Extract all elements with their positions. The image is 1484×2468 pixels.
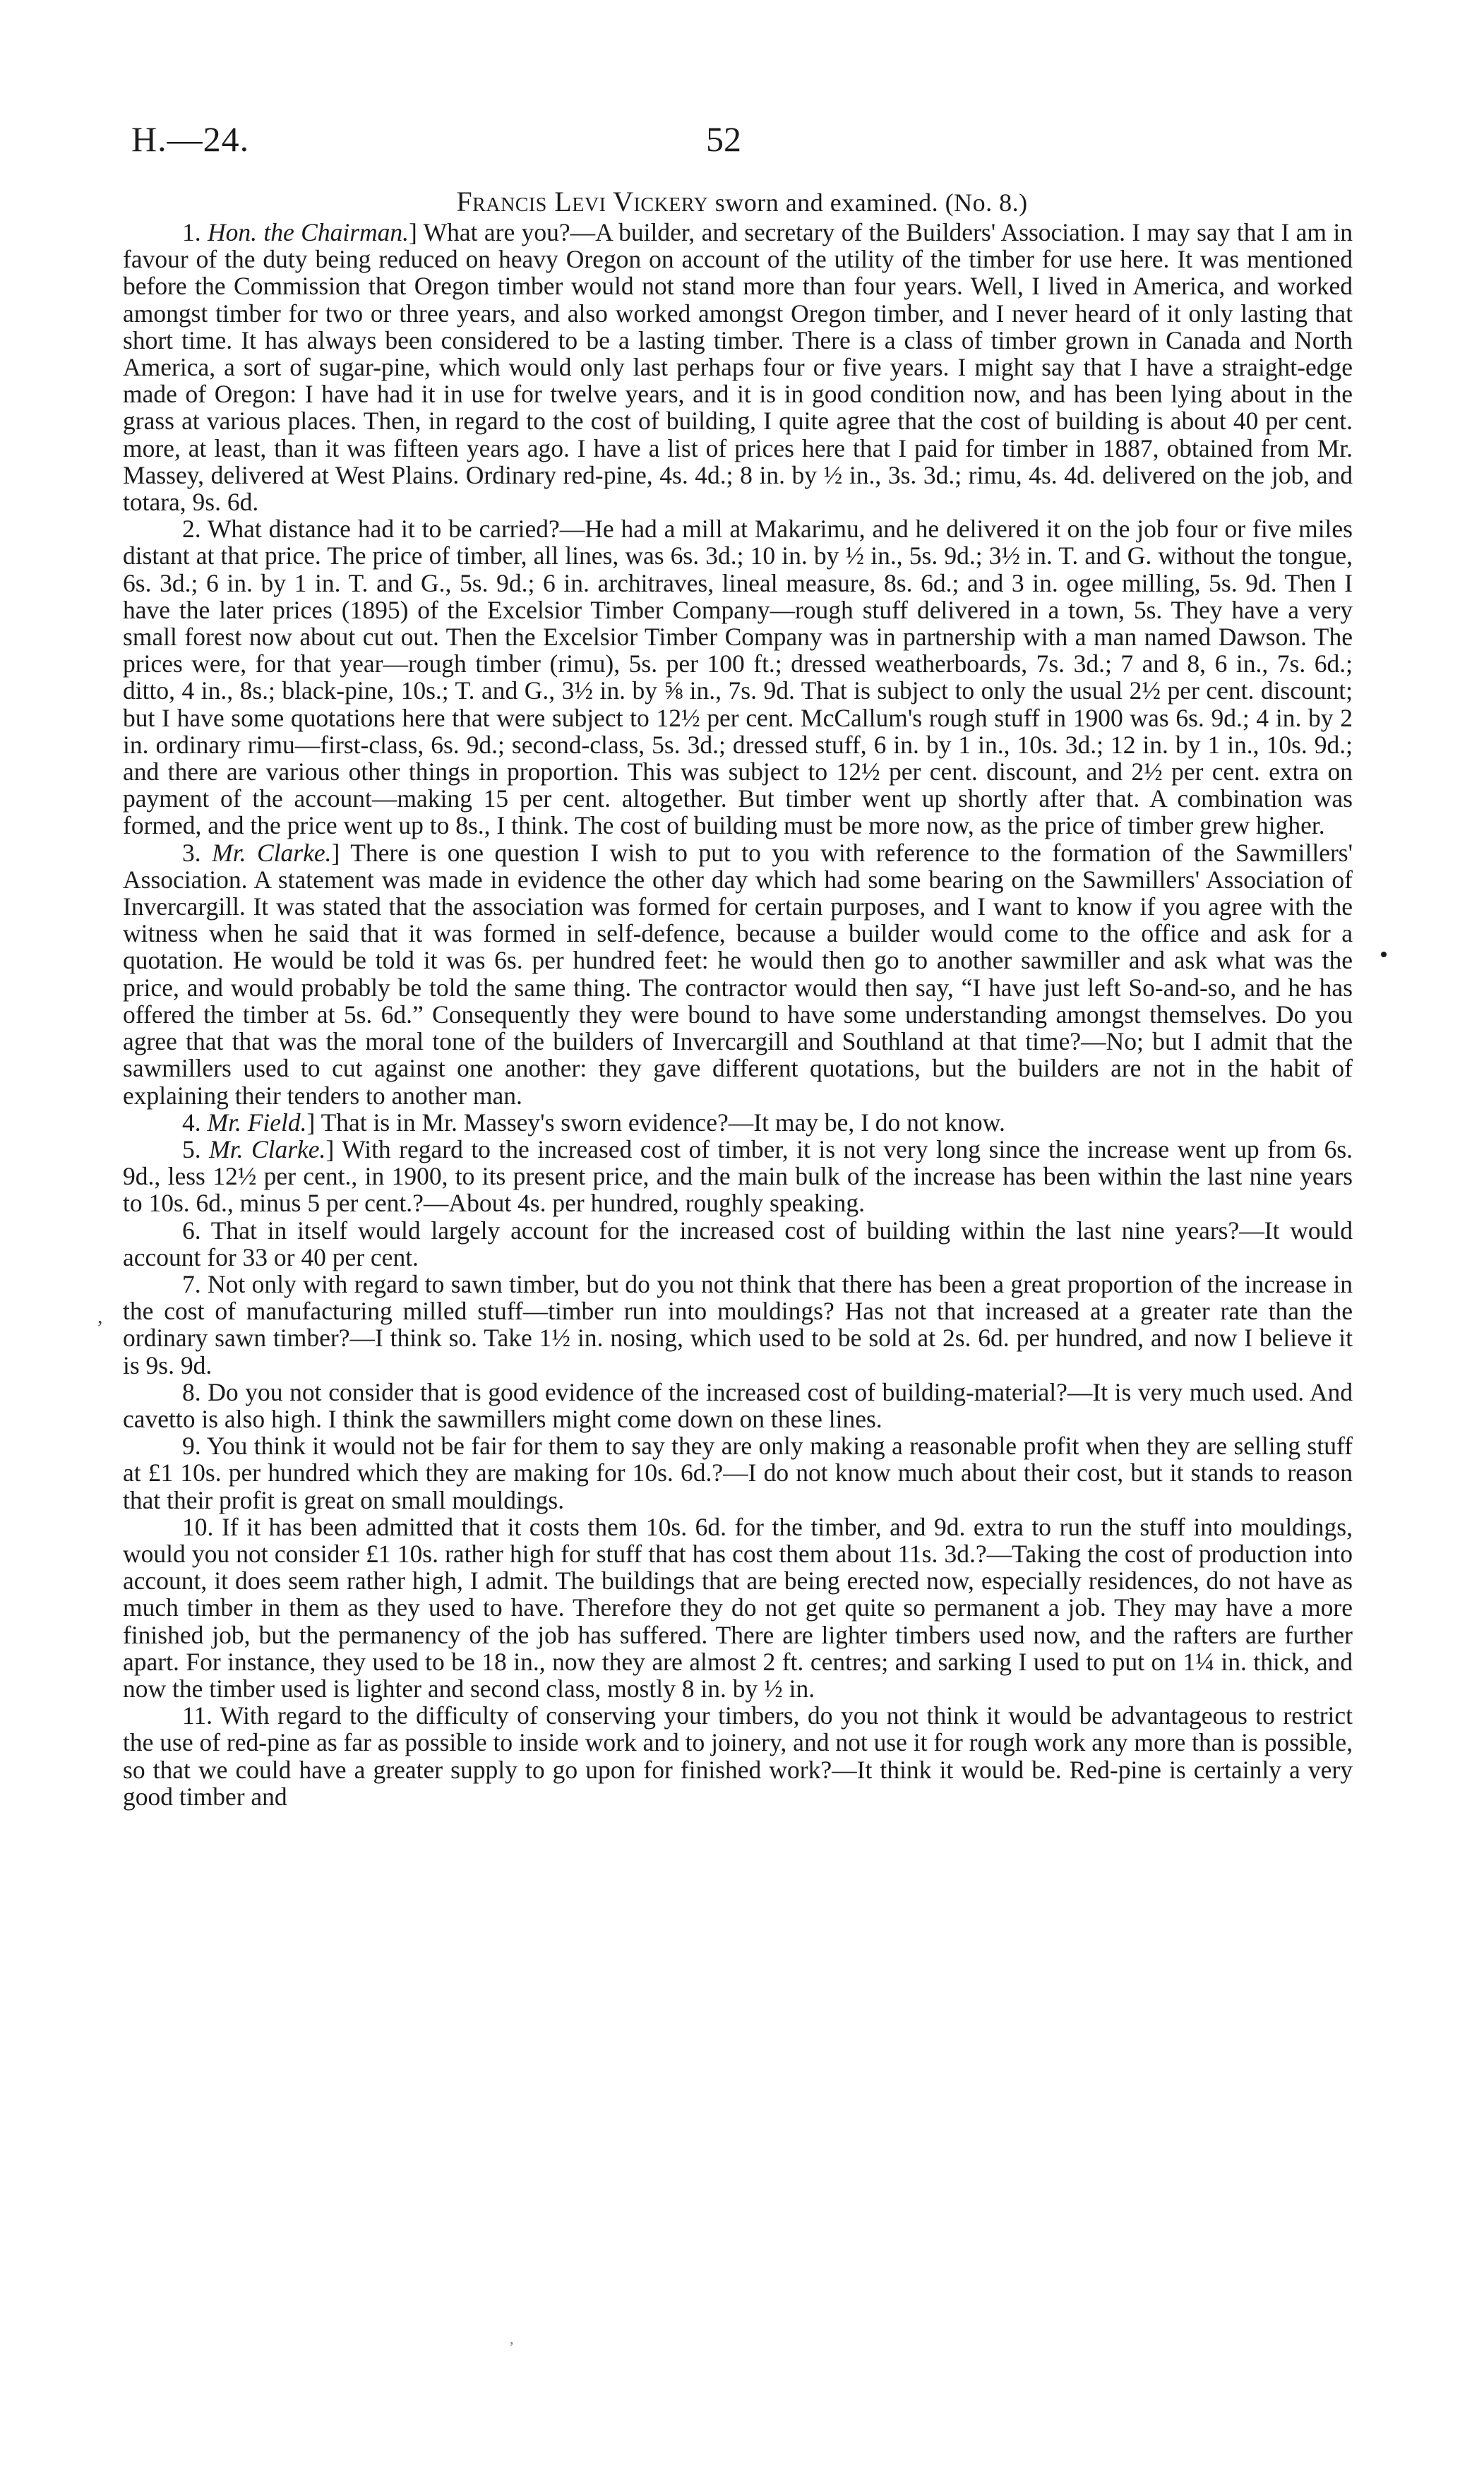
question-11 xyxy=(123,1702,1353,1810)
question-text: 8. Do you not consider that is good evidence of the increased cost of building-material?—It is very much used. And cavetto is also high. I think the sawmillers might come down on these lines. xyxy=(123,1377,1353,1433)
question-3 xyxy=(123,839,1353,1109)
question-2 xyxy=(123,515,1353,839)
question-text: 2. What distance had it to be carried?—He had a mill at Makarimu, and he delivered it on the job four or five miles distant at that price. The price of timber, all lines, was 6s. 3d.; 10 in. by ½ in., 5s. 9d.; 3½ in. T. and G. without the tongue, 6s. 3d.; 6 in. by 1 in. T. and G., 5s. 9d.; 6 in. architraves, lineal measure, 8s. 6d.; and 3 in. ogee milling, 5s. 9d. Then I have the later prices (1895) of the Excelsior Timber Company—rough stuff delivered in a town, 5s. They have a very small forest now about cut out. Then the Excelsior Timber Company was in partnership with a man named Dawson. The prices were, for that year—rough timber (rimu), 5s. per 100 ft.; dressed weatherboards, 7s. 3d.; 7 and 8, 6 in., 7s. 6d.; ditto, 4 in., 8s.; black-pine, 10s.; T. and G., 3½ in. by ⅝ in., 7s. 9d. That is subject to only the usual 2½ per cent. discount; but I have some quotations here that were subject to 12½ per cent. McCallum's rough stuff in 1900 was 6s. 9d.; 4 in. by 2 in. ordinary rimu—first-class, 6s. 9d.; second-class, 5s. 3d.; dressed stuff, 6 in. by 1 in., 10s. 3d.; 12 in. by 1 in., 10s. 9d.; and there are various other things in proportion. This was subject to 12½ per cent. discount, and 2½ per cent. extra on payment of the account—making 15 per cent. altogether. But timber went up shortly after that. A combination was formed, and the price went up to 8s., I think. The cost of building must be more now, as the price of timber grew higher. xyxy=(123,515,1353,840)
witness-heading xyxy=(0,185,1484,218)
speaker-label: 4. Mr. Field.] xyxy=(182,1108,316,1137)
scan-speck: , xyxy=(510,2330,514,2347)
question-text: There is one question I wish to put to you with reference to the formation of the Sawmillers' Association. A statement was made in evidence the other day which had some bearing on the Sawmillers' Association of Invercargill. It was stated that the association was formed for certain purposes, and I want to know if you agree with the witness when he said that it was formed in self-defence, because a builder would come to the office and ask for a quotation. He would be told it was 6s. per hundred feet: he would then go to another sawmiller and ask what was the price, and would probably be told the same thing. The contractor would then say, “I have just left So-and-so, and he has offered the timber at 5s. 6d.” Consequently they were bound to have some understanding amongst themselves. Do you agree that that was the moral tone of the builders of Invercargill and Southland at that time?—No; but I admit that the sawmillers used to cut against one another: they gave different quotations, but the builders are not in the habit of explaining their tenders to another man. xyxy=(123,838,1353,1110)
question-10 xyxy=(123,1514,1353,1702)
speaker-label: 5. Mr. Clarke.] xyxy=(182,1134,335,1163)
margin-dot xyxy=(1381,952,1387,957)
question-text: 10. If it has been admitted that it costs them 10s. 6d. for the timber, and 9d. extra to run the stuff into mouldings, would you not consider £1 10s. rather high for stuff that has cost them about 11s. 3d.?—Taking the cost of production into account, it does seem rather high, I admit. The buildings that are being erected now, especially residences, do not have as much timber in them as they used to have. Therefore they do not get quite so permanent a job. They may have a more finished job, but the permanency of the job has suffered. There are lighter timbers used now, and the rafters are further apart. For instance, they used to be 18 in., now they are almost 2 ft. centres; and sarking I used to put on 1¼ in. thick, and now the timber used is lighter and second class, mostly 8 in. by ½ in. xyxy=(123,1512,1353,1703)
question-text: 7. Not only with regard to sawn timber, but do you not think that there has been a great proportion of the increase in the cost of manufacturing milled stuff—timber run into mouldings? Has not that increased at a greater rate than the ordinary sawn timber?—I think so. Take 1½ in. nosing, which used to be sold at 2s. 6d. per hundred, and now I believe it is 9s. 9d. xyxy=(123,1269,1353,1379)
speaker-label: 3. Mr. Clarke.] xyxy=(182,838,340,867)
margin-mark: , xyxy=(97,1305,103,1328)
question-6 xyxy=(123,1217,1353,1271)
witness-heading-rest: sworn and examined. (No. 8.) xyxy=(714,188,1028,217)
question-text: With regard to the increased cost of timber, it is not very long since the increase went up from 6s. 9d., less 12½ per cent., in 1900, to its present price, and the main bulk of the increase has been within the last nine years to 10s. 6d., minus 5 per cent.?—About 4s. per hundred, roughly speaking. xyxy=(123,1134,1353,1218)
question-text: That is in Mr. Massey's sworn evidence?—It may be, I do not know. xyxy=(321,1108,1005,1137)
report-reference: H.—24. xyxy=(131,119,250,159)
question-text: 6. That in itself would largely account for the increased cost of building within the last nine years?—It would account for 33 or 40 per cent. xyxy=(123,1216,1353,1271)
question-7 xyxy=(123,1271,1353,1379)
question-4 xyxy=(123,1109,1353,1136)
speaker-label: 1. Hon. the Chairman.] xyxy=(182,218,417,246)
question-5 xyxy=(123,1136,1353,1217)
question-text: 11. With regard to the difficulty of conserving your timbers, do you not think it would be advantageous to restrict the use of red-pine as far as possible to inside work and to joinery, and not use it for rough work any more than is possible, so that we could have a greater supply to go upon for finished work?—It think it would be. Red-pine is certainly a very good timber and xyxy=(123,1701,1353,1811)
question-8 xyxy=(123,1379,1353,1432)
page-number: 52 xyxy=(706,119,741,159)
question-9 xyxy=(123,1432,1353,1514)
testimony-body xyxy=(123,219,1353,1810)
question-1 xyxy=(123,219,1353,515)
question-text: 9. You think it would not be fair for them to say they are only making a reasonable profit when they are selling stuff at £1 10s. per hundred which they are making for 10s. 6d.?—I do not know much about their cost, but it stands to reason that their profit is great on small mouldings. xyxy=(123,1432,1353,1514)
question-text: What are you?—A builder, and secretary of the Builders' Association. I may say that I am in favour of the duty being reduced on heavy Oregon on account of the utility of the timber for use here. It was mentioned before the Commission that Oregon timber would not stand more than four years. Well, I lived in America, and worked amongst timber for two or three years, and also worked amongst Oregon timber, and I never heard of it only lasting that short time. It has always been considered to be a lasting timber. There is a class of timber grown in Canada and North America, a sort of sugar-pine, which would only last perhaps four or five years. I might say that I have a straight-edge made of Oregon: I have had it in use for twelve years, and it is in good condition now, and has been lying about in the grass at various places. Then, in regard to the cost of building, I quite agree that the cost of building is about 40 per cent. more, at least, than it was fifteen years ago. I have a list of prices here that I paid for timber in 1887, obtained from Mr. Massey, delivered at West Plains. Ordinary red-pine, 4s. 4d.; 8 in. by ½ in., 3s. 3d.; rimu, 4s. 4d. delivered on the job, and totara, 9s. 6d. xyxy=(123,218,1353,517)
witness-name: Francis Levi Vickery xyxy=(456,186,709,217)
